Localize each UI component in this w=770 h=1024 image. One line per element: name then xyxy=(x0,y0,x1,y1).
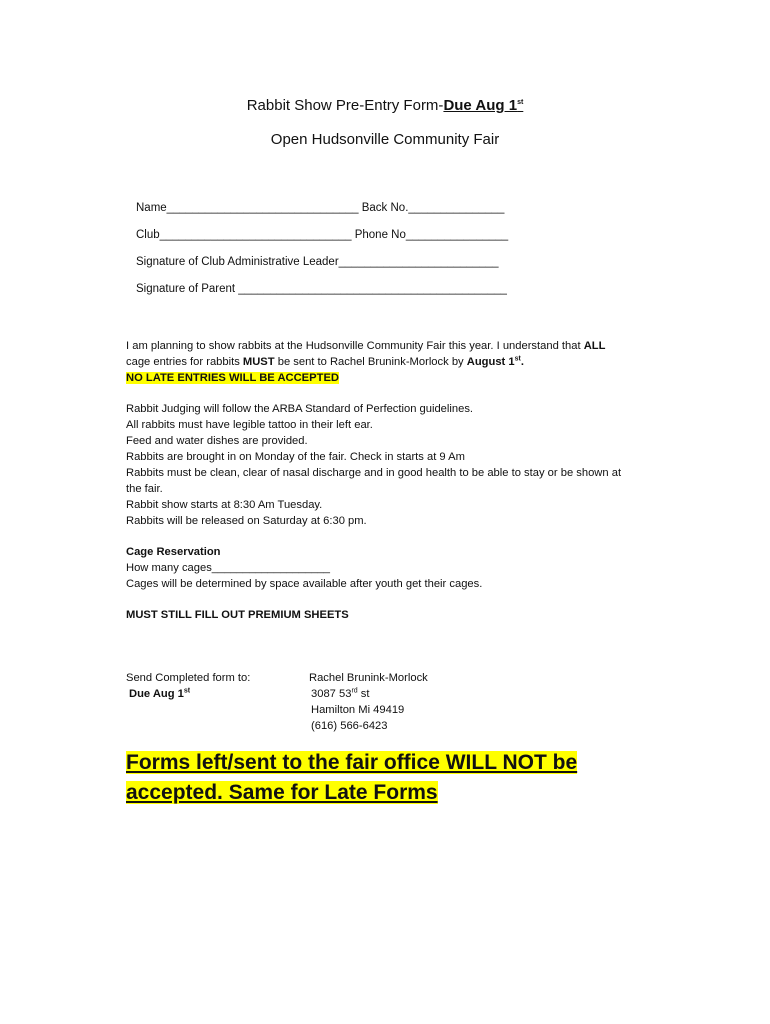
city-state-zip: Hamilton Mi 49419 xyxy=(311,704,405,716)
title-prefix: Rabbit Show Pre-Entry Form- xyxy=(246,97,444,114)
club-phone-field[interactable]: Club______________________________ Phone No________________ xyxy=(136,229,509,241)
rule-item: All rabbits must have legible tattoo in their left ear. xyxy=(126,419,373,431)
name-back-no-field[interactable]: Name______________________________ Back No._______________ xyxy=(136,202,505,214)
phone-number: (616) 566-6423 xyxy=(311,720,388,732)
recipient-name: Rachel Brunink-Morlock xyxy=(309,672,428,684)
cage-heading: Cage Reservation xyxy=(126,546,221,558)
cage-reservation-section xyxy=(126,544,656,592)
intro-paragraph: I am planning to show rabbits at the Hudsonville Community Fair this year. I understand that ALL cage entries for rabbits MUST be sent to Rachel Brunink-Morlock by August 1st. NO LATE ENTRIES WILL BE ACCEPTED xyxy=(126,340,606,384)
mailing-address xyxy=(309,670,428,734)
no-late-entries-notice: NO LATE ENTRIES WILL BE ACCEPTED xyxy=(126,372,339,384)
form-subtitle: Open Hudsonville Community Fair xyxy=(270,131,500,148)
entry-fields xyxy=(136,202,508,310)
rule-item: Rabbits are brought in on Monday of the fair. Check in starts at 9 Am xyxy=(126,451,465,463)
title-due-date: Due Aug 1st xyxy=(443,97,524,114)
leader-signature-field[interactable]: Signature of Club Administrative Leader_________________________ xyxy=(136,256,499,268)
form-title xyxy=(0,96,770,116)
rule-item: Rabbit show starts at 8:30 Am Tuesday. xyxy=(126,499,323,511)
rules-list xyxy=(126,401,656,529)
cage-note: Cages will be determined by space available after youth get their cages. xyxy=(126,578,483,590)
parent-signature-field[interactable]: Signature of Parent __________________________________________ xyxy=(136,283,507,295)
street-address: 3087 53rd st xyxy=(311,687,370,700)
fair-office-warning: Forms left/sent to the fair office WILL NOT be accepted. Same for Late Forms xyxy=(126,751,578,804)
send-label: Send Completed form to: xyxy=(126,672,251,684)
premium-sheets-notice: MUST STILL FILL OUT PREMIUM SHEETS xyxy=(126,609,349,621)
rule-item: Rabbit Judging will follow the ARBA Standard of Perfection guidelines. xyxy=(126,403,474,415)
rule-item: Rabbits must be clean, clear of nasal discharge and in good health to be able to stay or be shown at the fair. xyxy=(126,467,622,495)
cage-count-field[interactable]: How many cages___________________ xyxy=(126,562,331,574)
send-to-label-block xyxy=(126,670,250,702)
rule-item: Rabbits will be released on Saturday at 6:30 pm. xyxy=(126,515,367,527)
rule-item: Feed and water dishes are provided. xyxy=(126,435,308,447)
send-due-date: Due Aug 1st xyxy=(129,687,191,700)
